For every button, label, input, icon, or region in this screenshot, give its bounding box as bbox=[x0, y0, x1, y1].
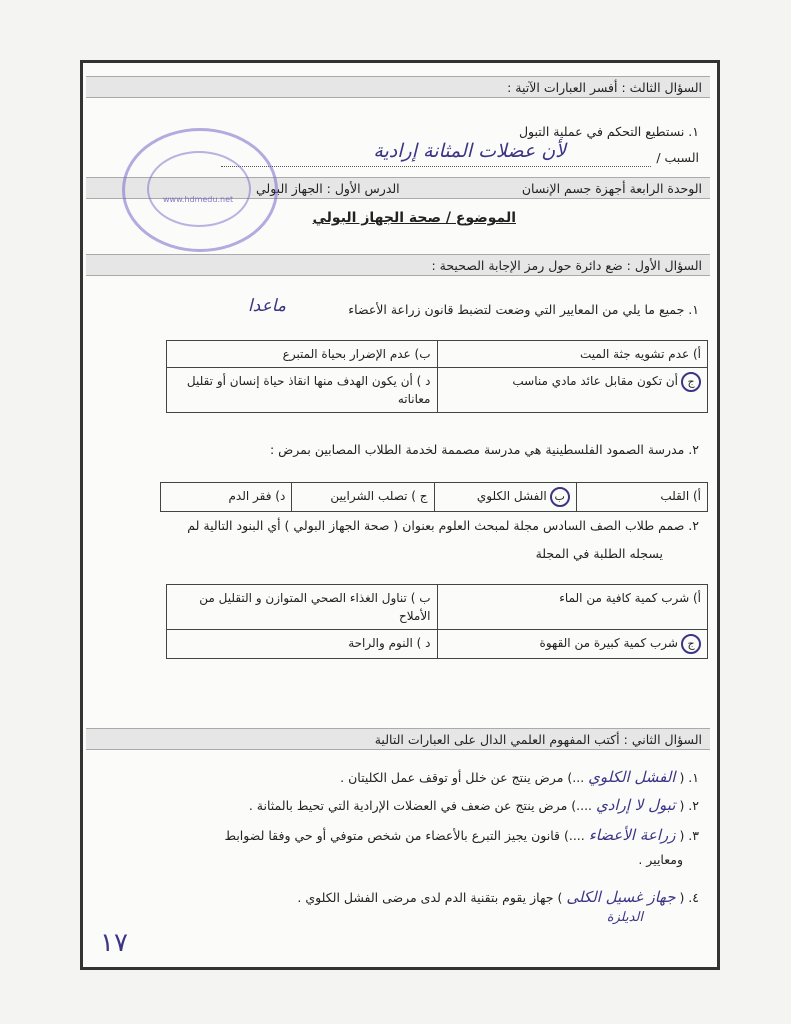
q1-item1-note: ماعدا bbox=[247, 296, 286, 316]
q2-item-text: جهاز يقوم بتقنية الدم لدى مرضى الفشل الكلوي . bbox=[297, 890, 554, 905]
page-number: ١٧ bbox=[100, 928, 128, 958]
q2-item-3 bbox=[224, 826, 699, 844]
q2-item-num: ١. ( bbox=[679, 770, 699, 785]
q2-item-text: قانون يجيز التبرع بالأعضاء من شخص متوفي أو حي وفقا لضوابط bbox=[224, 828, 560, 843]
stamp-inner-ring bbox=[147, 151, 251, 227]
q2-item-4-answer2: الديلزة bbox=[606, 910, 643, 925]
q2-item-num: ٢. ( bbox=[679, 798, 699, 813]
answer-circle: ج bbox=[681, 634, 701, 654]
q2-item-answer: زراعة الأعضاء bbox=[588, 826, 676, 844]
q2-item-text: مرض ينتج عن ضعف في العضلات الإرادية التي تحيط بالمثانة . bbox=[248, 798, 568, 813]
q2-item-answer: جهاز غسيل الكلى bbox=[566, 888, 676, 906]
q2-item-answer: تبول لا إرادي bbox=[596, 796, 676, 814]
q2-header: السؤال الثاني : أكتب المفهوم العلمي الدال على العبارات التالية bbox=[86, 728, 710, 750]
q1-item3-opt-b[interactable]: ب ) تناول الغذاء الصحي المتوازن و التقليل من الأملاح bbox=[167, 585, 438, 630]
q2-item-answer: الفشل الكلوي bbox=[588, 768, 676, 786]
q1-item3-opt-c[interactable] bbox=[437, 630, 708, 659]
q1-item1-opt-c[interactable] bbox=[437, 368, 708, 413]
q1-item2-table bbox=[160, 482, 708, 512]
q2-item-close: ...) bbox=[567, 770, 585, 785]
stamp-url: www.hdmedu.net bbox=[163, 195, 234, 204]
q3-reason-answer: لأن عضلات المثانة إرادية bbox=[373, 140, 566, 162]
school-stamp bbox=[122, 128, 278, 252]
q2-item-text: مرض ينتج عن خلل أو توقف عمل الكليتان . bbox=[340, 770, 564, 785]
q2-item-num: ٣. ( bbox=[679, 828, 699, 843]
q2-item-num: ٤. ( bbox=[679, 890, 699, 905]
q1-item1-opt-b[interactable]: ب) عدم الإضرار بحياة المتبرع bbox=[167, 341, 438, 368]
q1-item3-cont: يسجله الطلبة في المجلة bbox=[535, 546, 663, 561]
q3-header: السؤال الثالث : أفسر العبارات الآتية : bbox=[86, 76, 710, 98]
q1-item3-table bbox=[166, 584, 708, 659]
q2-item-close: ) bbox=[557, 890, 563, 905]
q3-item1: ١. نستطيع التحكم في عملية التبول bbox=[518, 124, 699, 139]
q1-item3-opt-c-text: شرب كمية كبيرة من القهوة bbox=[539, 636, 678, 650]
q2-item-4 bbox=[297, 888, 699, 906]
q1-item3: ٢. صمم طلاب الصف السادس مجلة لمبحث العلوم بعنوان ( صحة الجهاز البولي ) أي البنود التالية لم bbox=[187, 518, 699, 533]
q1-item2: ٢. مدرسة الصمود الفلسطينية هي مدرسة مصممة لخدمة الطلاب المصابين بمرض : bbox=[269, 442, 699, 457]
answer-circle: ب bbox=[550, 487, 570, 507]
q2-item-close: ....) bbox=[563, 828, 585, 843]
q1-item3-opt-d[interactable]: د ) النوم والراحة bbox=[167, 630, 438, 659]
q1-header: السؤال الأول : ضع دائرة حول رمز الإجابة الصحيحة : bbox=[86, 254, 710, 276]
answer-circle: ج bbox=[681, 372, 701, 392]
q2-item-close: ....) bbox=[571, 798, 593, 813]
q1-item1-opt-a[interactable]: أ) عدم تشويه جثة الميت bbox=[437, 341, 708, 368]
q1-item1-table bbox=[166, 340, 708, 413]
q2-item-2 bbox=[249, 796, 699, 814]
q1-item1-opt-d[interactable]: د ) أن يكون الهدف منها انقاذ حياة إنسان أو تقليل معاناته bbox=[167, 368, 438, 413]
q1-item1: ١. جميع ما يلي من المعايير التي وضعت لتضبط قانون زراعة الأعضاء bbox=[348, 302, 699, 317]
topic-title: الموضوع / صحة الجهاز البولي bbox=[312, 210, 516, 226]
lesson-text: الدرس الأول : الجهاز البولي bbox=[256, 181, 400, 196]
q1-item2-opt-c[interactable]: ج ) تصلب الشرايين bbox=[292, 483, 434, 512]
q1-item2-opt-b[interactable] bbox=[434, 483, 576, 512]
q2-item-3-cont: ومعايير . bbox=[638, 852, 683, 867]
q2-item-1 bbox=[340, 768, 699, 786]
q3-reason-label: السبب / bbox=[656, 150, 699, 165]
q1-item2-opt-b-text: الفشل الكلوي bbox=[476, 489, 547, 503]
unit-text: الوحدة الرابعة أجهزة جسم الإنسان bbox=[521, 181, 702, 196]
q1-item3-opt-a[interactable]: أ) شرب كمية كافية من الماء bbox=[437, 585, 708, 630]
q1-item2-opt-a[interactable]: أ) القلب bbox=[576, 483, 707, 512]
q1-item2-opt-d[interactable]: د) فقر الدم bbox=[161, 483, 292, 512]
q1-item1-opt-c-text: أن تكون مقابل عائد مادي مناسب bbox=[512, 374, 678, 388]
